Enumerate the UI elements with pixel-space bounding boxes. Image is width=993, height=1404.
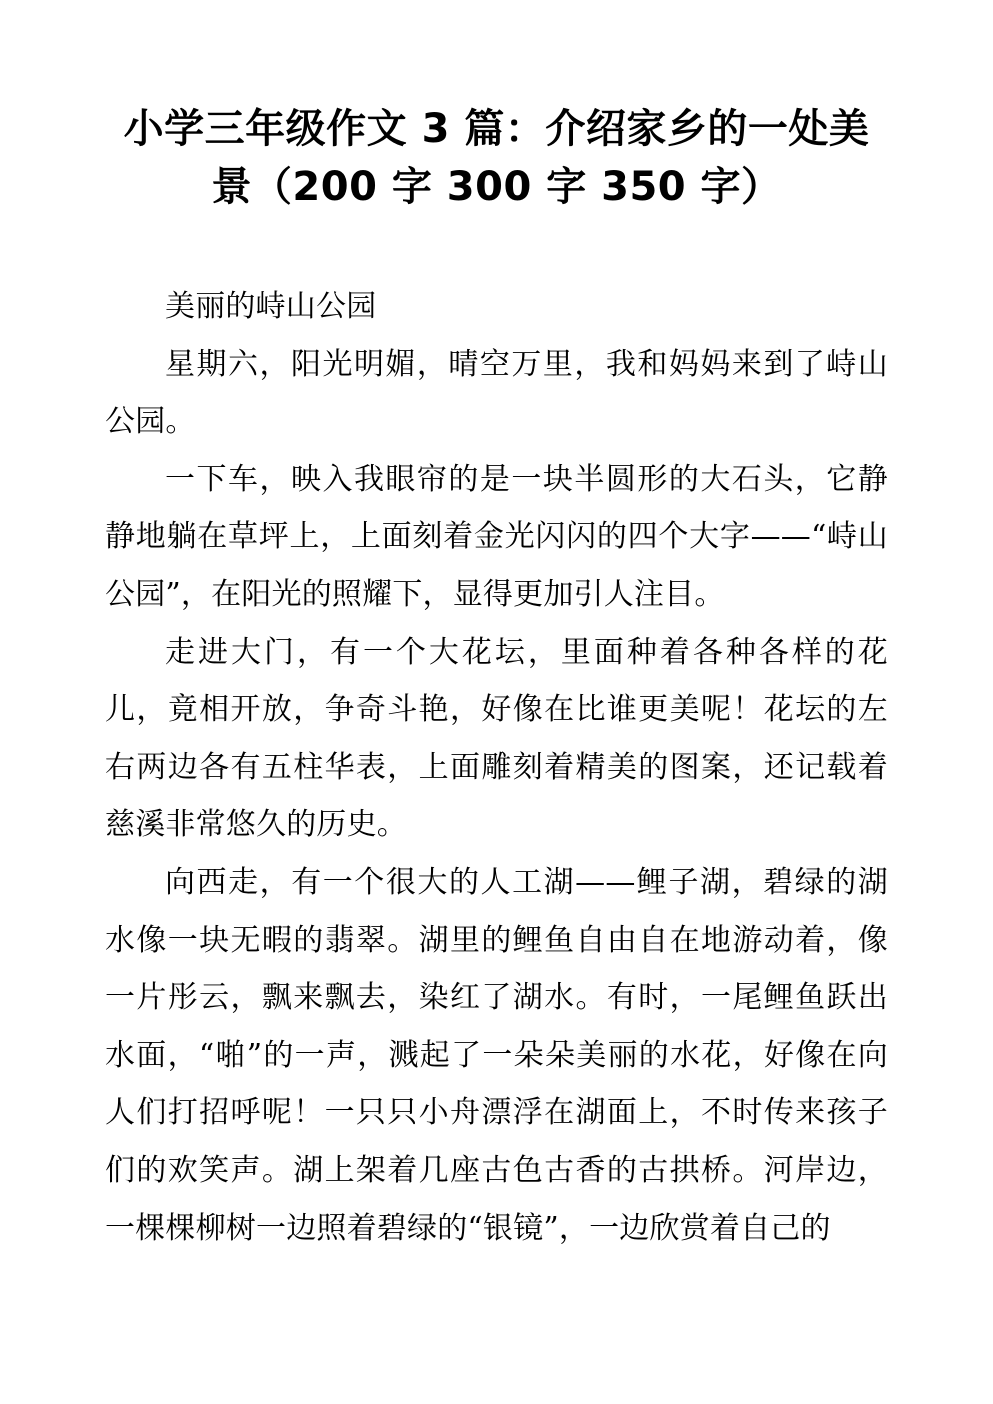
paragraph: 一下车，映入我眼帘的是一块半圆形的大石头，它静静地躺在草坪上，上面刻着金光闪闪的四个大字——“峙山公园”，在阳光的照耀下，显得更加引人注目。 <box>105 461 888 612</box>
paragraph: 向西走，有一个很大的人工湖——鲤子湖，碧绿的湖水像一块无暇的翡翠。湖里的鲤鱼自由自在地游动着，像一片彤云，飘来飘去，染红了湖水。有时，一尾鲤鱼跃出水面，“啪”的一声，溅起了一朵朵美丽的水花，好像在向人们打招呼呢！一只只小舟漂浮在湖面上，不时传来孩子们的欢笑声。湖上架着几座古色古香的古拱桥。河岸边，一棵棵柳树一边照着碧绿的“银镜”，一边欣赏着自己的 <box>105 864 888 1246</box>
paragraph: 走进大门，有一个大花坛，里面种着各种各样的花儿，竟相开放，争奇斗艳，好像在比谁更美呢！花坛的左右两边各有五柱华表，上面雕刻着精美的图案，还记载着慈溪非常悠久的历史。 <box>105 634 888 843</box>
document-body <box>105 278 888 1257</box>
paragraph: 星期六，阳光明媚，晴空万里，我和妈妈来到了峙山公园。 <box>105 346 888 440</box>
paragraph: 美丽的峙山公园 <box>165 289 377 324</box>
page-title: 小学三年级作文 3 篇：介绍家乡的一处美景（200 字 300 字 350 字） <box>123 106 870 210</box>
